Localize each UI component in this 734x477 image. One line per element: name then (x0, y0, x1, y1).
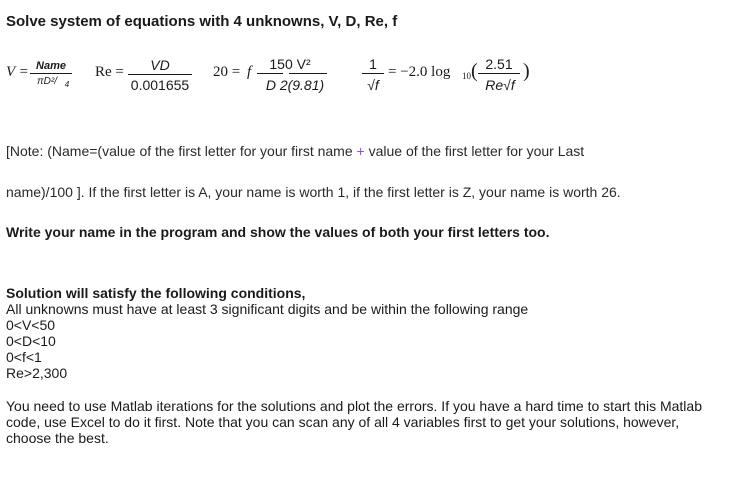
eq3-numerator: 150 V² (269, 56, 311, 72)
eq4-log-base: 10 (462, 71, 471, 81)
eq4-rhs: = −2.0 log (388, 64, 451, 80)
page-title: Solve system of equations with 4 unknowns, V, D, Re, f (6, 13, 398, 30)
solution-range-f: 0<f<1 (6, 349, 42, 365)
plus-sign: + (356, 143, 365, 159)
eq2-lhs: Re = (95, 64, 124, 80)
eq3-lhs: 20 = (213, 64, 241, 80)
eq3-friction-factor: f (247, 64, 252, 80)
solution-condition: All unknowns must have at least 3 significant digits and be within the following range (6, 301, 529, 317)
eq4-fraction-bar (362, 73, 384, 74)
solution-range-d: 0<D<10 (6, 333, 56, 349)
eq1-denominator: πD²/ (36, 76, 58, 87)
eq4-inner-fraction-bar (478, 73, 520, 74)
eq4-close-paren: ) (523, 60, 530, 82)
eq2-denominator: 0.001655 (130, 77, 190, 93)
note-line-2: name)/100 ]. If the first letter is A, your name is worth 1, if the first letter is Z, your name is worth 26. (6, 184, 621, 200)
matlab-instructions: You need to use Matlab iterations for the solutions and plot the errors. If you have a hard time to start this Matlab code, use Excel to do it first. Note that you can scan any of all 4 variables first to get your solutions, however, choose the best. (6, 398, 702, 446)
solution-title: Solution will satisfy the following conditions, (6, 285, 306, 301)
solution-range-re: Re>2,300 (6, 365, 68, 381)
eq4-numerator: 1 (369, 56, 377, 72)
eq1-fraction-bar (30, 73, 72, 74)
eq4-open-paren: ( (471, 60, 478, 82)
eq1-denominator-tail: 4 (64, 80, 70, 89)
eq3-fraction-bar-2 (289, 73, 327, 74)
note-line-1-start: [Note: (Name=(value of the first letter for your first name (6, 143, 353, 159)
eq4-inner-numerator: 2.51 (485, 56, 513, 72)
note-instruction: Write your name in the program and show the values of both your first letters too. (6, 224, 550, 240)
eq2-fraction-bar (128, 74, 192, 75)
eq4-denominator: √f (367, 77, 379, 93)
solution-range-v: 0<V<50 (6, 317, 56, 333)
note-line-1-end: value of the first letter for your Last (368, 143, 585, 159)
eq3-denominator: D 2(9.81) (265, 77, 325, 93)
eq1-lhs: V = (6, 64, 29, 80)
note-line-1 (6, 143, 584, 159)
eq1-numerator: Name (36, 60, 66, 72)
eq4-inner-denominator: Re√f (485, 77, 515, 93)
eq2-numerator: VD (150, 57, 170, 73)
eq3-fraction-bar-1 (257, 73, 283, 74)
